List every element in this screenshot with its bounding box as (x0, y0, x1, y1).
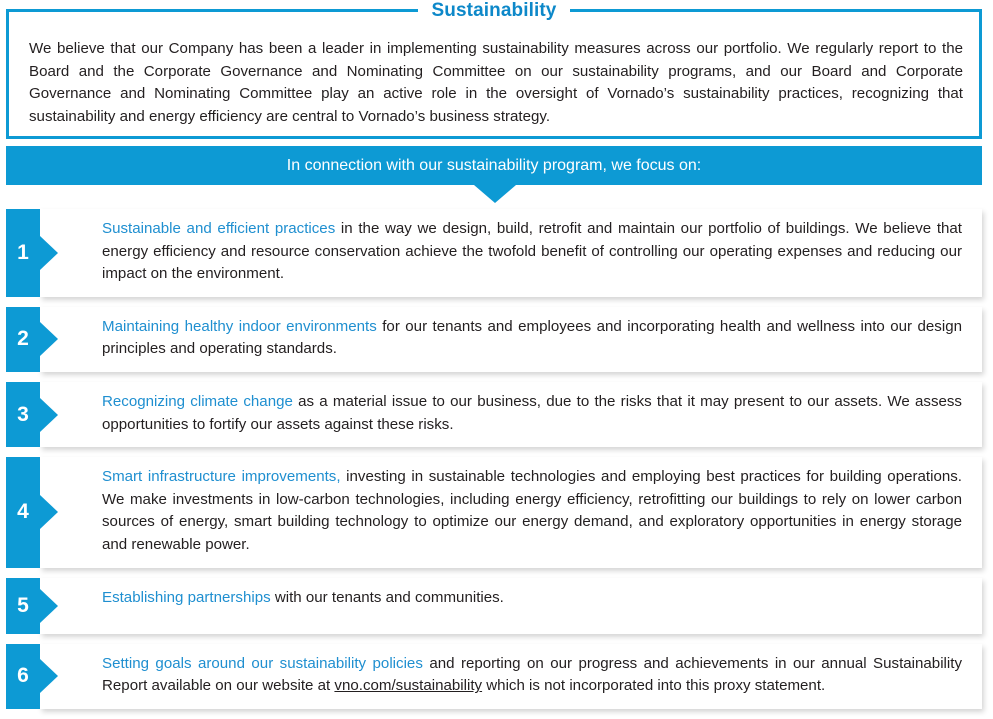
arrow-right-icon (40, 589, 58, 623)
item-lead: Establishing partnerships (102, 588, 271, 606)
arrow-right-icon (40, 398, 58, 432)
focus-banner: In connection with our sustainability program, we focus on: (6, 146, 982, 185)
item-lead: Recognizing climate change (102, 392, 293, 410)
item-text (102, 653, 962, 698)
item-text (102, 218, 962, 286)
item-body (40, 457, 982, 567)
item-marker (6, 644, 40, 709)
item-text (102, 316, 962, 361)
arrow-right-icon (40, 236, 58, 270)
item-text (102, 391, 962, 436)
item-rest: investing in sustainable technologies and employing best practices for building operations. We make investments in low-carbon technologies, including energy efficiency, retrofitting our buildings to rely on lower carbon sources of energy, smart building technology to optimize our energy demand, and exploratory opportunities in energy storage and renewable power. (102, 468, 962, 553)
list-item (6, 209, 982, 297)
item-rest: with our tenants and communities. (270, 588, 504, 606)
item-number: 5 (17, 593, 29, 617)
item-lead: Smart infrastructure improvements, (102, 468, 341, 486)
item-number: 1 (17, 240, 29, 264)
banner-down-arrow-icon (474, 185, 516, 203)
intro-paragraph: We believe that our Company has been a leader in implementing sustainability measures across our portfolio. We regularly report to the Board and the Corporate Governance and Nominating Committee on our sustainability programs, and our Board and Corporate Governance and Nominating Committee play an active role in the oversight of Vornado’s sustainability practices, recognizing that sustainability and energy efficiency are central to Vornado’s business strategy. (29, 40, 963, 125)
item-body (40, 209, 982, 297)
item-marker (6, 457, 40, 567)
arrow-right-icon (40, 322, 58, 356)
intro-box (6, 0, 982, 139)
item-rest-before-link: and reporting on our progress and achievements in our annual Sustainability Report available on our website at (102, 654, 962, 695)
list-item (6, 578, 982, 634)
item-lead: Setting goals around our sustainability policies (102, 654, 423, 672)
item-rest: in the way we design, build, retrofit and maintain our portfolio of buildings. We believe that energy efficiency and resource conservation achieve the twofold benefit of controlling our operating expenses and reducing our impact on the environment. (102, 220, 962, 283)
list-item (6, 644, 982, 709)
item-text (102, 587, 962, 610)
item-lead: Maintaining healthy indoor environments (102, 317, 377, 335)
item-lead: Sustainable and efficient practices (102, 220, 336, 237)
list-item (6, 382, 982, 447)
arrow-right-icon (40, 495, 58, 529)
item-number: 4 (17, 500, 29, 524)
focus-items-list (6, 209, 982, 719)
item-body (40, 307, 982, 372)
item-body (40, 578, 982, 634)
arrow-right-icon (40, 659, 58, 693)
sustainability-website-link[interactable]: vno.com/sustainability (334, 677, 483, 695)
item-rest: for our tenants and employees and incorporating health and wellness into our design principles and operating standards. (102, 317, 962, 358)
item-marker (6, 382, 40, 447)
item-marker (6, 578, 40, 634)
item-body (40, 382, 982, 447)
item-number: 3 (17, 402, 29, 426)
item-rest-after-link: which is not incorporated into this proxy statement. (482, 677, 826, 695)
item-number: 2 (17, 327, 29, 351)
item-marker (6, 307, 40, 372)
item-rest: as a material issue to our business, due to the risks that it may present to our assets. We assess opportunities to fortify our assets against these risks. (102, 392, 962, 433)
item-text (102, 466, 962, 556)
list-item (6, 307, 982, 372)
item-marker (6, 209, 40, 297)
page-title: Sustainability (418, 0, 571, 22)
item-body (40, 644, 982, 709)
item-number: 6 (17, 664, 29, 688)
list-item (6, 457, 982, 567)
